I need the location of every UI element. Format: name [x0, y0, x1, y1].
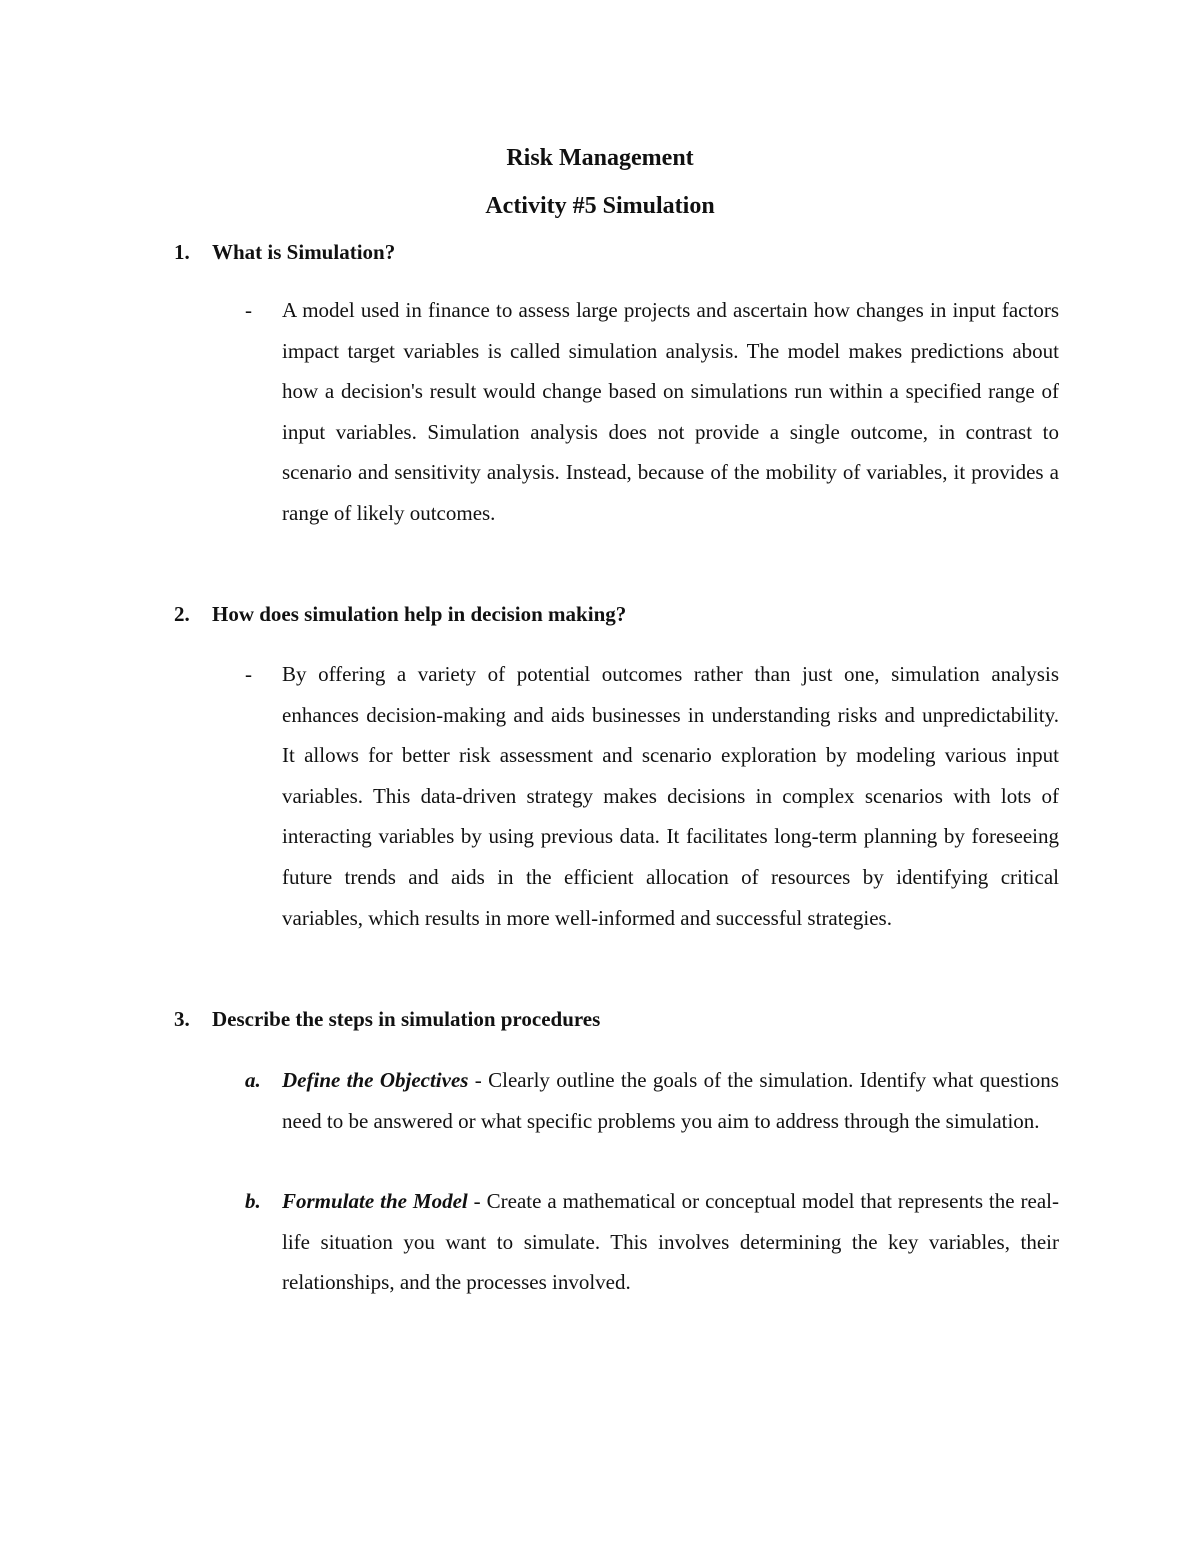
step-term: Formulate the Model: [282, 1189, 468, 1213]
step-separator: -: [467, 1189, 487, 1213]
step-letter: b.: [245, 1189, 261, 1213]
answer-text: A model used in finance to assess large projects and ascertain how changes in input factors impact target variables is called simulation analysis. The model makes predictions about how a decision's result would change based on simulations run within a specified range of input variables. Simulation analysis does not provide a single outcome, in contrast to scenario and sensitivity analysis. Instead, because of the mobility of variables, it provides a range of likely outcomes.: [282, 298, 1059, 525]
step-description: Clearly outline the goals of the simulation. Identify what questions need to be answered or what specific problems you aim to address through the simulation.: [282, 1068, 1059, 1133]
step-separator: -: [468, 1068, 489, 1092]
step-a: [245, 1060, 1059, 1141]
answer-2: [245, 654, 1059, 938]
question-3: [174, 1005, 600, 1033]
answer-dash: -: [245, 298, 252, 322]
document-subtitle: Activity #5 Simulation: [485, 193, 715, 219]
answer-dash: -: [245, 662, 252, 686]
document-title: Risk Management: [506, 145, 694, 171]
step-term: Define the Objectives: [282, 1068, 469, 1092]
step-body: [282, 1060, 1059, 1141]
step-body: [282, 1181, 1059, 1303]
question-text: Describe the steps in simulation procedures: [212, 1007, 601, 1031]
question-1: [174, 238, 395, 266]
question-text: How does simulation help in decision making?: [212, 602, 627, 626]
question-number: 2.: [174, 602, 190, 626]
step-b: [245, 1181, 1059, 1303]
step-description: Create a mathematical or conceptual model that represents the real-life situation you want to simulate. This involves determining the key variables, their relationships, and the processes involved.: [282, 1189, 1059, 1295]
step-letter: a.: [245, 1068, 261, 1092]
question-number: 1.: [174, 240, 190, 264]
question-number: 3.: [174, 1007, 190, 1031]
question-text: What is Simulation?: [212, 240, 396, 264]
answer-text: By offering a variety of potential outcomes rather than just one, simulation analysis enhances decision-making and aids businesses in understanding risks and unpredictability. It allows for better risk assessment and scenario exploration by modeling various input variables. This data-driven strategy makes decisions in complex scenarios with lots of interacting variables by using previous data. It facilitates long-term planning by foreseeing future trends and aids in the efficient allocation of resources by identifying critical variables, which results in more well-informed and successful strategies.: [282, 662, 1059, 930]
answer-1: [245, 290, 1059, 534]
question-2: [174, 600, 626, 628]
